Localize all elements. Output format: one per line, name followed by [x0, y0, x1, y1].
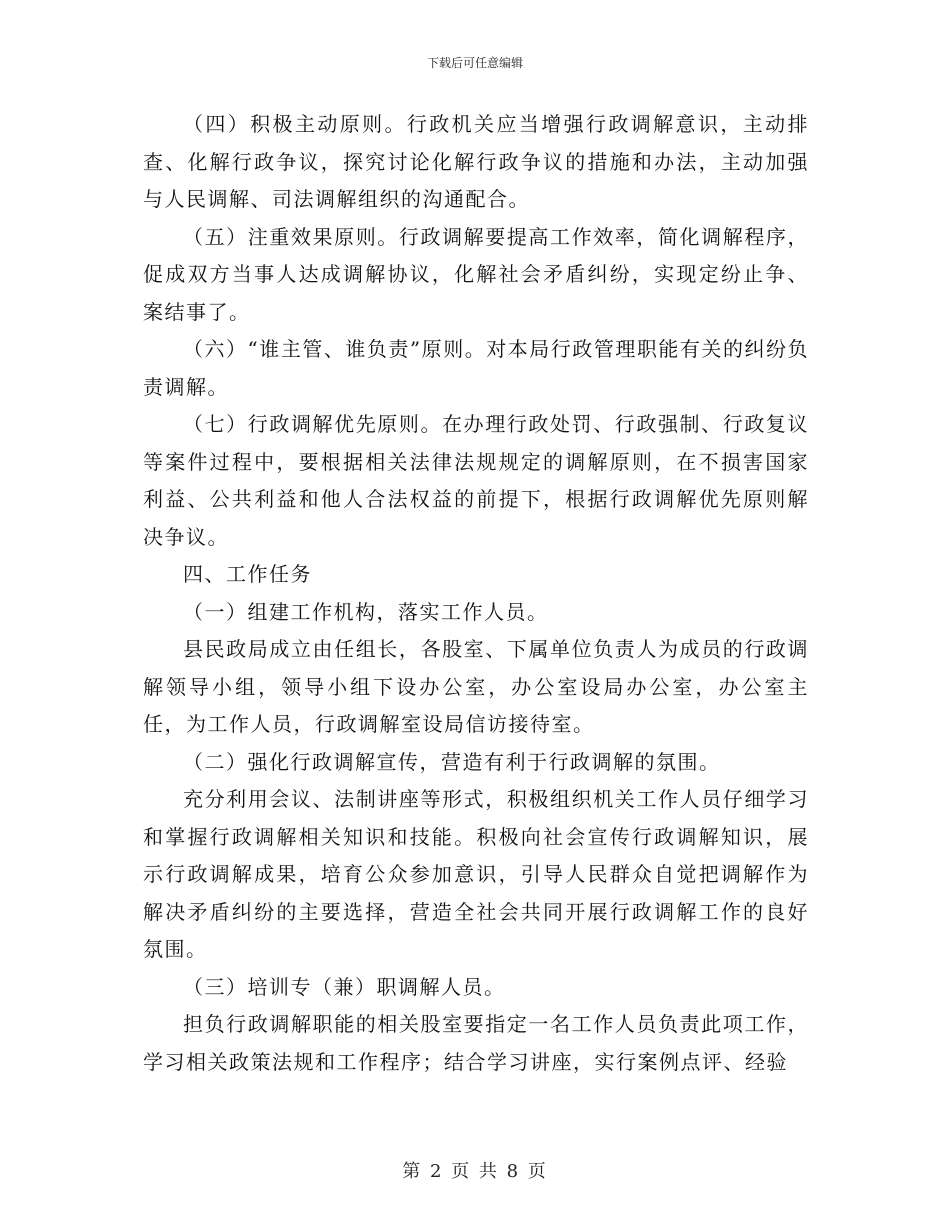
paragraph-principle-4: （四）积极主动原则。行政机关应当增强行政调解意识，主动排查、化解行政争议，探究讨论化解行政争议的措施和办法，主动加强与人民调解、司法调解组织的沟通配合。	[143, 112, 809, 211]
task-body-1: 县民政局成立由任组长，各股室、下属单位负责人为成员的行政调解领导小组，领导小组下设办公室，办公室设局办公室，办公室主任，为工作人员，行政调解室设局信访接待室。	[143, 637, 809, 736]
task-heading-2: （二）强化行政调解宣传，营造有利于行政调解的氛围。	[183, 749, 721, 774]
document-body	[143, 106, 809, 1081]
task-body-3: 担负行政调解职能的相关股室要指定一名工作人员负责此项工作，学习相关政策法规和工作程序；结合学习讲座，实行案例点评、经验	[143, 1012, 809, 1074]
paragraph-principle-7: （七）行政调解优先原则。在办理行政处罚、行政强制、行政复议等案件过程中，要根据相关法律法规规定的调解原则，在不损害国家利益、公共利益和他人合法权益的前提下，根据行政调解优先原则解决争议。	[143, 412, 809, 549]
task-body-2: 充分利用会议、法制讲座等形式，积极组织机关工作人员仔细学习和掌握行政调解相关知识和技能。积极向社会宣传行政调解知识，展示行政调解成果，培育公众参加意识，引导人民群众自觉把调解作为解决矛盾纠纷的主要选择，营造全社会共同开展行政调解工作的良好氛围。	[143, 787, 809, 961]
page-number-footer: 第 2 页 共 8 页	[402, 1161, 548, 1182]
task-heading-1: （一）组建工作机构，落实工作人员。	[183, 599, 549, 624]
task-heading-3: （三）培训专（兼）职调解人员。	[183, 974, 506, 999]
paragraph-principle-5: （五）注重效果原则。行政调解要提高工作效率，简化调解程序，促成双方当事人达成调解协议，化解社会矛盾纠纷，实现定纷止争、案结事了。	[143, 224, 809, 324]
section-heading-tasks: 四、工作任务	[183, 562, 312, 586]
page-header: 下载后可任意编辑	[426, 56, 523, 70]
paragraph-principle-6: （六）“谁主管、谁负责”原则。对本局行政管理职能有关的纠纷负责调解。	[143, 337, 809, 399]
